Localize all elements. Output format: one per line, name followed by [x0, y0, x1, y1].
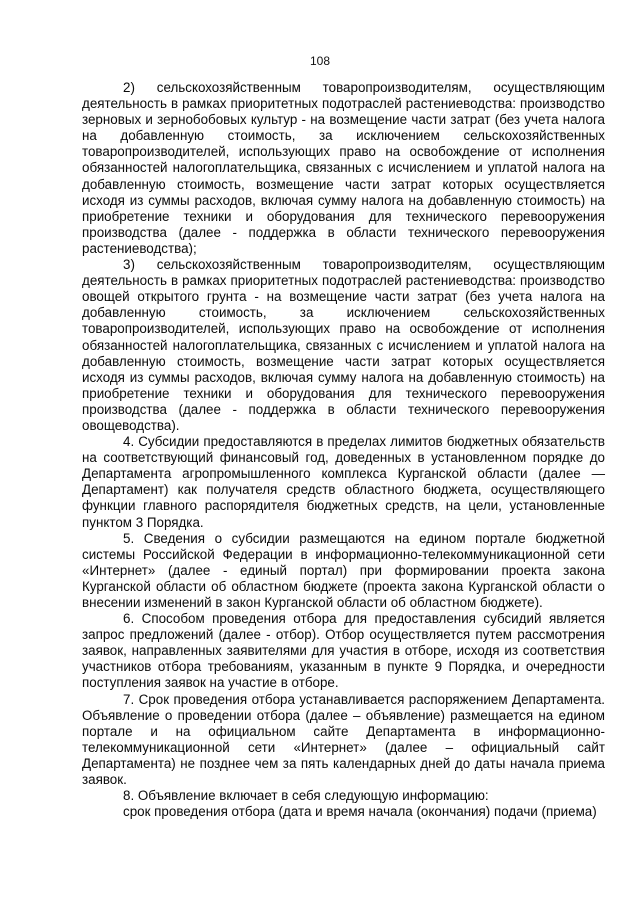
paragraph-6-selection-method: 6. Способом проведения отбора для предоставления субсидий является запрос предложений (далее - отбор). Отбор осуществляется путем рассмотрения заявок, направленных заявителями для участия в отборе, исходя из соответствия участников отбора требованиям, указанным в пункте 9 Порядка, и очередности поступления заявок на участие в отборе.	[82, 611, 605, 691]
paragraph-item-2-grain-equipment: 2) сельскохозяйственным товаропроизводителям, осуществляющим деятельность в рамках приоритетных подотраслей растениеводства: производство зерновых и зернобобовых культур - на возмещение части затрат (без учета налога на добавленную стоимость, за исключением сельскохозяйственных товаропроизводителей, использующих право на освобождение от исполнения обязанностей налогоплательщика, связанных с исчислением и уплатой налога на добавленную стоимость, возмещение части затрат которых осуществляется исходя из суммы расходов, включая сумму налога на добавленную стоимость) на приобретение техники и оборудования для технического перевооружения производства (далее - поддержка в области технического перевооружения растениеводства);	[82, 80, 605, 256]
page-number: 108	[309, 54, 331, 68]
paragraph-item-3-vegetable-equipment: 3) сельскохозяйственным товаропроизводителям, осуществляющим деятельность в рамках приоритетных подотраслей растениеводства: производство овощей открытого грунта - на возмещение части затрат (без учета налога на добавленную стоимость, за исключением сельскохозяйственных товаропроизводителей, использующих право на освобождение от исполнения обязанностей налогоплательщика, связанных с исчислением и уплатой налога на добавленную стоимость, возмещение части затрат которых осуществляется исходя из суммы расходов, включая сумму налога на добавленную стоимость) на приобретение техники и оборудования для технического перевооружения производства (далее - поддержка в области технического перевооружения овощеводства).	[82, 257, 605, 433]
paragraph-7-selection-term: 7. Срок проведения отбора устанавливается распоряжением Департамента. Объявление о проведении отбора (далее – объявление) размещается на едином портале и на официальном сайте Департамента в информационно-телекоммуникационной сети «Интернет» (далее – официальный сайт Департамента) не позднее чем за пять календарных дней до даты начала приема заявок.	[82, 691, 605, 788]
document-body	[82, 80, 605, 820]
paragraph-8-announcement-content: 8. Объявление включает в себя следующую информацию:	[123, 788, 489, 804]
paragraph-4-subsidy-limits: 4. Субсидии предоставляются в пределах лимитов бюджетных обязательств на соответствующий финансовый год, доведенных в установленном порядке до Департамента агропромышленного комплекса Курганской области (далее — Департамент) как получателя средств областного бюджета, осуществляющего функции главного распорядителя бюджетных средств, на цели, установленные пунктом 3 Порядка.	[82, 434, 605, 530]
paragraph-selection-deadline: срок проведения отбора (дата и время начала (окончания) подачи (приема)	[123, 804, 597, 820]
paragraph-5-subsidy-info: 5. Сведения о субсидии размещаются на едином портале бюджетной системы Российской Федерации в информационно-телекоммуникационной сети «Интернет» (далее - единый портал) при формировании проекта закона Курганской области об областном бюджете (проекта закона Курганской области о внесении изменений в закон Курганской области об областном бюджете).	[82, 530, 605, 610]
